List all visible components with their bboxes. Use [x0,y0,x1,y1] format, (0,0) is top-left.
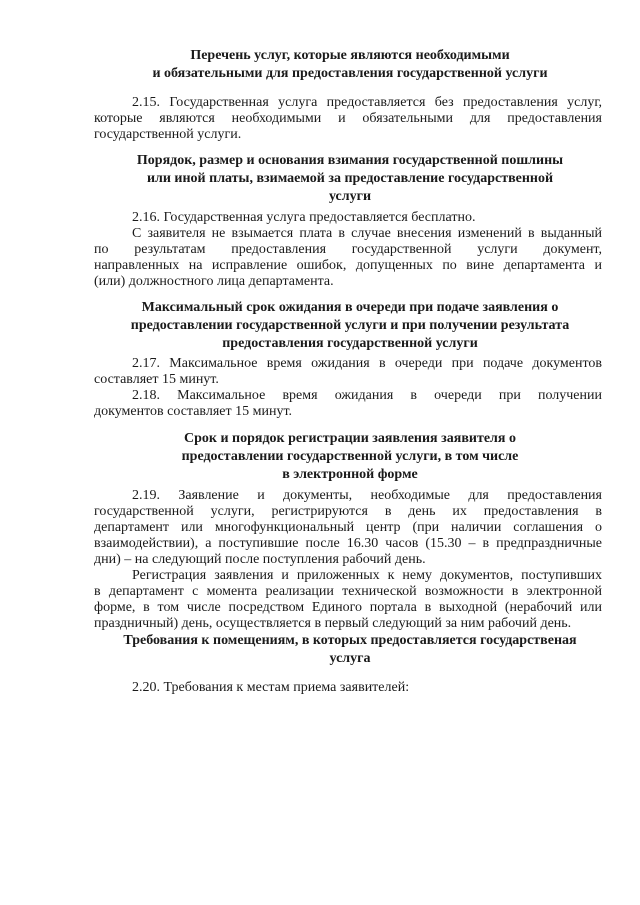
paragraph-line: форме, в том числе посредством Единого портала в выходной (нерабочий или [94,600,602,615]
paragraph-line: направленных на исправление ошибок, допущенных по вине департамента и [94,258,602,273]
paragraph-line: праздничный) день, осуществляется в первый следующий за ним рабочий день. [94,616,572,631]
paragraph-line: государственной услуги. [94,127,242,142]
paragraph-line: государственной услуги, регистрируются в день их предоставления в [94,504,602,519]
heading-line: Требования к помещениям, в которых предоставляется государственая [123,633,577,648]
paragraph-2-18 [94,388,602,420]
heading-line: в электронной форме [282,467,418,482]
paragraph-line: Регистрация заявления и приложенных к нему документов, поступивших [132,568,602,583]
paragraph-line: которые являются необходимыми и обязательными для предоставления [94,111,602,126]
heading-line: услуга [329,651,371,666]
paragraph-line: департамент или многофункциональный центр (при наличии соглашения о [94,520,602,535]
heading-line: Максимальный срок ожидания в очереди при подаче заявления о [141,300,559,315]
section-heading-queue-time [90,299,610,353]
heading-line: и обязательными для предоставления государственной услуги [152,66,548,81]
paragraph-line: 2.18. Максимальное время ожидания в очереди при получении [132,388,602,403]
paragraph-2-17 [94,356,602,388]
heading-line: предоставлении государственной услуги, в том числе [181,449,519,464]
section-heading-premises [90,632,610,668]
paragraph-line: 2.15. Государственная услуга предоставляется без предоставления услуг, [132,95,602,110]
paragraph-line: в департамент с момента реализации технической возможности в электронной [94,584,602,599]
paragraph-line: 2.19. Заявление и документы, необходимые для предоставления [132,488,602,503]
heading-line: или иной платы, взимаемой за предоставление государственной [146,171,554,186]
heading-line: предоставлении государственной услуги и при получении результата [130,318,570,333]
paragraph-line: 2.20. Требования к местам приема заявителей: [132,680,410,695]
paragraph-line: составляет 15 минут. [94,372,219,387]
heading-line: Срок и порядок регистрации заявления заявителя о [184,431,516,446]
heading-line: услуги [328,189,372,204]
section-heading-fee [90,152,610,206]
paragraph-2-15 [94,95,602,143]
section-heading-registration [90,430,610,484]
paragraph-2-16 [94,210,602,226]
section-heading-services-list [90,47,610,83]
heading-line: Порядок, размер и основания взимания государственной пошлины [136,153,564,168]
paragraph-line: (или) должностного лица департамента. [94,274,334,289]
paragraph-fee-exemption [94,226,602,290]
paragraph-line: 2.16. Государственная услуга предоставляется бесплатно. [132,210,476,225]
paragraph-electronic-registration [94,568,602,632]
paragraph-line: по результатам предоставления государственной услуги документ, [94,242,602,257]
paragraph-2-20 [94,680,602,696]
paragraph-line: взаимодействии), а поступившие после 16.30 часов (15.30 – в предпраздничные [94,536,602,551]
heading-line: Перечень услуг, которые являются необходимыми [190,48,510,63]
paragraph-line: 2.17. Максимальное время ожидания в очереди при подаче документов [132,356,602,371]
heading-line: предоставления государственной услуги [222,336,478,351]
paragraph-line: С заявителя не взымается плата в случае внесения изменений в выданный [132,226,602,241]
paragraph-2-19 [94,488,602,568]
paragraph-line: дни) – на следующий после поступления рабочий день. [94,552,426,567]
paragraph-line: документов составляет 15 минут. [94,404,293,419]
